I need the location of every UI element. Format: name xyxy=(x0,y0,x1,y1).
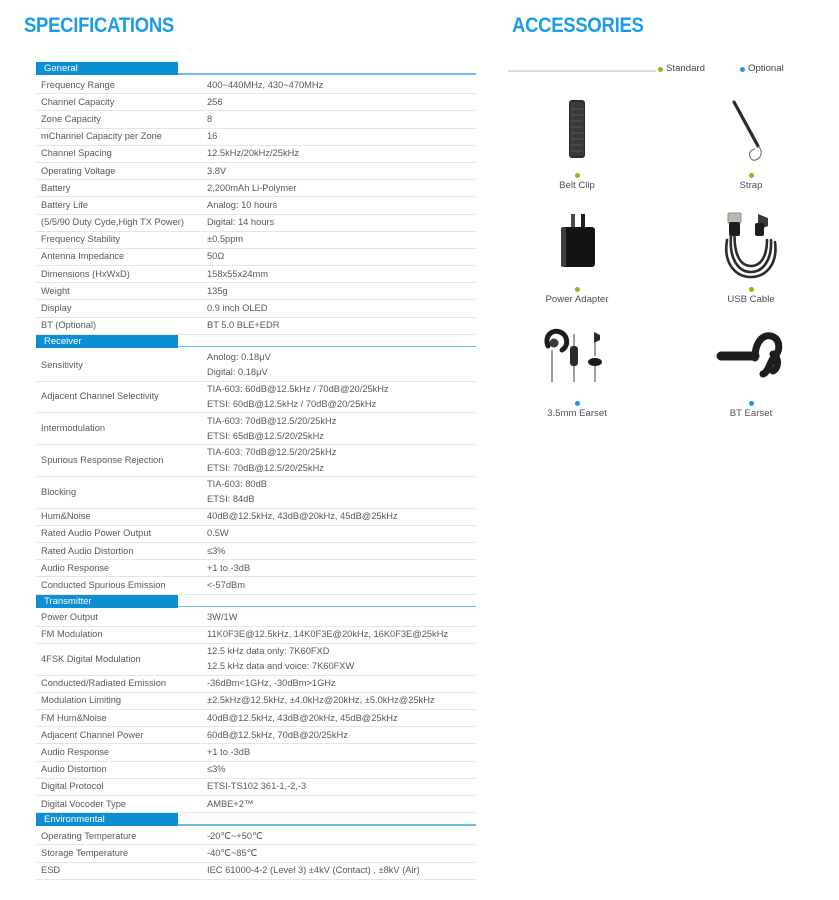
spec-row xyxy=(36,828,476,845)
spec-row-value: 50Ω xyxy=(207,251,225,262)
spec-row xyxy=(36,526,476,543)
spec-row xyxy=(36,762,476,779)
spec-row-values xyxy=(207,232,476,248)
spec-row-value: 11K0F3E@12.5kHz, 14K0F3E@20kHz, 16K0F3E@25kHz xyxy=(207,629,449,640)
spec-row-label: Hum&Noise xyxy=(41,511,91,522)
spec-row-value: AMBE+2™ xyxy=(207,798,254,809)
spec-row-value: 12.5 kHz data only: 7K60FXD xyxy=(207,646,330,657)
spec-row-value: 0.9 inch OLED xyxy=(207,303,268,314)
spec-row-value: 60dB@12.5kHz, 70dB@20/25kHz xyxy=(207,729,348,740)
spec-row xyxy=(36,863,476,880)
spec-row xyxy=(36,560,476,577)
spec-row-value: ETSI: 65dB@12.5/20/25kHz xyxy=(207,430,324,441)
spec-row-label: BT (Optional) xyxy=(41,320,97,331)
spec-row-value: 3.8V xyxy=(207,165,227,176)
spec-row xyxy=(36,710,476,727)
spec-row-values xyxy=(207,796,476,812)
accessory-image xyxy=(711,320,791,398)
spec-row-values xyxy=(207,676,476,692)
spec-row xyxy=(36,676,476,693)
spec-row-label: FM Hum&Noise xyxy=(41,712,107,723)
spec-row-label: Frequency Range xyxy=(41,79,115,90)
accessory-item xyxy=(490,206,664,306)
spec-row-value: ±2.5kHz@12.5kHz, ±4.0kHz@20kHz, ±5.0kHz@25kHz xyxy=(207,695,435,706)
accessories-title: ACCESSORIES xyxy=(512,14,644,37)
spec-row-value: -20℃~+50℃ xyxy=(207,830,263,841)
spec-row xyxy=(36,318,476,335)
spec-row xyxy=(36,796,476,813)
power-adapter-icon xyxy=(549,210,605,280)
spec-row-values xyxy=(207,526,476,542)
spec-row-value: 12.5 kHz data and voice: 7K60FXW xyxy=(207,661,355,672)
spec-row-label: ESD xyxy=(41,865,61,876)
spec-row-value: 158x55x24mm xyxy=(207,268,268,279)
spec-row xyxy=(36,111,476,128)
spec-row xyxy=(36,413,476,445)
spec-row xyxy=(36,509,476,526)
bt-earset-icon xyxy=(711,324,791,394)
earset-3-5mm-icon xyxy=(538,324,616,394)
accessory-item xyxy=(490,92,664,192)
usb-cable-icon xyxy=(711,210,791,280)
spec-row-values xyxy=(207,710,476,726)
spec-row xyxy=(36,445,476,477)
spec-row-values xyxy=(207,77,476,93)
spec-row-value: 0.5W xyxy=(207,528,229,539)
spec-row-values xyxy=(207,727,476,743)
spec-row-values xyxy=(207,845,476,861)
spec-row-label: Frequency Stability xyxy=(41,234,121,245)
accessories-row xyxy=(490,206,839,306)
spec-row-values xyxy=(207,509,476,525)
spec-row-values xyxy=(207,543,476,559)
spec-row-values xyxy=(207,180,476,196)
specifications-title: SPECIFICATIONS xyxy=(24,14,174,37)
accessory-label: USB Cable xyxy=(727,294,775,305)
accessory-item xyxy=(664,206,838,306)
spec-row-values xyxy=(207,644,476,675)
accessories-row xyxy=(490,92,839,192)
spec-row-label: Spurious Response Rejection xyxy=(41,454,164,465)
spec-row-value: ≤3% xyxy=(207,545,226,556)
spec-group-rule xyxy=(178,73,476,75)
accessory-label: BT Earset xyxy=(729,408,773,419)
spec-row-values xyxy=(207,146,476,162)
spec-row-label: Channel Spacing xyxy=(41,148,112,159)
spec-row-value: ETSI-TS102 361-1,-2,-3 xyxy=(207,781,307,792)
spec-row-value: +1 to -3dB xyxy=(207,746,251,757)
spec-row-values xyxy=(207,215,476,231)
spec-group-header xyxy=(36,335,476,350)
spec-row-value: -40℃~85℃ xyxy=(207,847,258,858)
spec-row-values xyxy=(207,111,476,127)
spec-row-value: ETSI: 84dB xyxy=(207,494,255,505)
spec-row-value: 16 xyxy=(207,131,218,142)
spec-row-values xyxy=(207,779,476,795)
spec-row xyxy=(36,94,476,111)
belt-clip-icon xyxy=(557,96,597,166)
spec-row-label: Storage Temperature xyxy=(41,847,129,858)
accessory-image xyxy=(557,92,597,170)
accessories-row xyxy=(490,320,839,420)
spec-row xyxy=(36,283,476,300)
spec-row xyxy=(36,163,476,180)
spec-row xyxy=(36,232,476,249)
spec-row-values xyxy=(207,266,476,282)
spec-row-value: Analog: 10 hours xyxy=(207,199,278,210)
spec-row-values xyxy=(207,627,476,643)
spec-row-label: Zone Capacity xyxy=(41,113,101,124)
spec-row-label: Digital Vocoder Type xyxy=(41,798,127,809)
spec-row-values xyxy=(207,560,476,576)
spec-row-value: <-57dBm xyxy=(207,579,245,590)
spec-row-label: Modulation Limiting xyxy=(41,695,122,706)
spec-row xyxy=(36,300,476,317)
spec-row-label: Channel Capacity xyxy=(41,96,115,107)
standard-dot-icon xyxy=(749,173,754,178)
spec-row-label: Conducted/Radiated Emission xyxy=(41,678,167,689)
spec-row xyxy=(36,266,476,283)
spec-row-label: Conducted Spurious Emission xyxy=(41,579,166,590)
spec-row xyxy=(36,129,476,146)
spec-row-label: Audio Response xyxy=(41,746,110,757)
accessory-item xyxy=(664,92,838,192)
spec-row-label: Digital Protocol xyxy=(41,781,104,792)
spec-group-label: General xyxy=(44,63,78,74)
spec-row-label: Intermodulation xyxy=(41,423,106,434)
spec-row-values xyxy=(207,863,476,879)
spec-row-value: 3W/1W xyxy=(207,612,238,623)
spec-row-value: Digital: 14 hours xyxy=(207,217,275,228)
spec-row-label: Display xyxy=(41,303,72,314)
spec-row-values xyxy=(207,610,476,626)
standard-dot-icon xyxy=(749,287,754,292)
spec-row-label: Operating Voltage xyxy=(41,165,116,176)
spec-row xyxy=(36,180,476,197)
accessory-label: Power Adapter xyxy=(545,294,609,305)
spec-row-value: -36dBm<1GHz, -30dBm>1GHz xyxy=(207,678,336,689)
spec-group-label: Receiver xyxy=(44,335,82,347)
spec-group-label: Environmental xyxy=(44,814,105,826)
accessories-column xyxy=(490,0,839,900)
spec-group-header xyxy=(36,595,476,610)
spec-row-label: Operating Temperature xyxy=(41,830,137,841)
specifications-table xyxy=(36,62,476,880)
spec-row-label: mChannel Capacity per Zone xyxy=(41,131,162,142)
accessory-label: 3.5mm Earset xyxy=(547,408,607,419)
spec-row xyxy=(36,350,476,382)
spec-group-rule xyxy=(178,606,476,608)
spec-row-label: Adjacent Channel Power xyxy=(41,729,144,740)
spec-row-label: Battery xyxy=(41,182,71,193)
spec-group-header xyxy=(36,62,476,77)
spec-row-value: TIA-603: 70dB@12.5/20/25kHz xyxy=(207,447,337,458)
legend-item-standard xyxy=(658,62,705,76)
spec-row-values xyxy=(207,693,476,709)
optional-dot-icon xyxy=(749,401,754,406)
spec-row-value: IEC 61000-4-2 (Level 3) ±4kV (Contact) , ±8kV (Air) xyxy=(207,865,420,876)
spec-row-values xyxy=(207,382,476,413)
spec-row-value: Anolog: 0.18μV xyxy=(207,352,271,362)
standard-dot-icon xyxy=(575,173,580,178)
spec-row-values xyxy=(207,828,476,844)
spec-row xyxy=(36,744,476,761)
spec-row-values xyxy=(207,477,476,508)
spec-group-rule xyxy=(178,824,476,826)
spec-row-label: Weight xyxy=(41,285,70,296)
spec-row-values xyxy=(207,744,476,760)
spec-row xyxy=(36,249,476,266)
spec-row xyxy=(36,543,476,560)
spec-row xyxy=(36,146,476,163)
spec-row xyxy=(36,693,476,710)
spec-row-values xyxy=(207,94,476,110)
spec-row-value: TIA-603: 70dB@12.5/20/25kHz xyxy=(207,415,337,426)
spec-row-values xyxy=(207,350,476,381)
spec-row xyxy=(36,197,476,214)
spec-row-values xyxy=(207,163,476,179)
strap-icon xyxy=(728,96,774,166)
spec-group-label: Transmitter xyxy=(44,595,92,607)
spec-row-value: 40dB@12.5kHz, 43dB@20kHz, 45dB@25kHz xyxy=(207,511,398,522)
spec-row-values xyxy=(207,762,476,778)
standard-dot-icon xyxy=(658,67,663,72)
spec-row-label: Audio Response xyxy=(41,562,110,573)
spec-row-value: 2,200mAh Li-Polymer xyxy=(207,182,297,193)
accessory-label: Strap xyxy=(739,180,763,191)
spec-row-value: 400~440MHz, 430~470MHz xyxy=(207,79,324,90)
legend-divider-line xyxy=(508,70,656,72)
spec-row-values xyxy=(207,445,476,476)
spec-row-value: 40dB@12.5kHz, 43dB@20kHz, 45dB@25kHz xyxy=(207,712,398,723)
spec-row-value: ETSI: 60dB@12.5kHz / 70dB@20/25kHz xyxy=(207,399,377,410)
spec-row-values xyxy=(207,283,476,299)
spec-row-values xyxy=(207,413,476,444)
legend-label-standard: Standard xyxy=(666,63,705,74)
spec-row xyxy=(36,382,476,414)
legend-item-optional xyxy=(740,62,784,76)
spec-row-value: Digital: 0.18μV xyxy=(207,367,268,378)
spec-row-value: ≤3% xyxy=(207,764,226,775)
spec-row-values xyxy=(207,249,476,265)
spec-row-value: 256 xyxy=(207,96,223,107)
standard-dot-icon xyxy=(575,287,580,292)
spec-row-label: Adjacent Channel Selectivity xyxy=(41,391,159,402)
spec-row-values xyxy=(207,300,476,316)
accessory-image xyxy=(549,206,605,284)
spec-row xyxy=(36,215,476,232)
spec-row-label: Sensitivity xyxy=(41,359,83,370)
spec-row-label: (5/5/90 Duty Cyde,High TX Power) xyxy=(41,217,184,228)
spec-row-value: ETSI: 70dB@12.5/20/25kHz xyxy=(207,462,324,473)
optional-dot-icon xyxy=(575,401,580,406)
spec-group-rule xyxy=(178,346,476,348)
spec-row xyxy=(36,627,476,644)
accessory-item xyxy=(664,320,838,420)
spec-row-value: 135g xyxy=(207,285,228,296)
spec-row xyxy=(36,77,476,94)
accessories-grid xyxy=(490,92,839,420)
accessory-image xyxy=(538,320,616,398)
spec-row-value: 8 xyxy=(207,113,213,124)
spec-row-value: TIA-603: 60dB@12.5kHz / 70dB@20/25kHz xyxy=(207,383,389,394)
spec-row-label: Rated Audio Distortion xyxy=(41,545,134,556)
spec-row xyxy=(36,845,476,862)
spec-row-label: Antenna Impedance xyxy=(41,251,125,262)
spec-row-values xyxy=(207,577,476,593)
spec-row-label: Power Output xyxy=(41,612,98,623)
accessory-image xyxy=(711,206,791,284)
spec-row xyxy=(36,727,476,744)
spec-row-values xyxy=(207,197,476,213)
accessories-legend xyxy=(508,62,830,78)
spec-row-label: Rated Audio Power Output xyxy=(41,528,152,539)
spec-row-label: 4FSK Digital Modulation xyxy=(41,653,141,664)
spec-row-values xyxy=(207,129,476,145)
spec-row-value: 12.5kHz/20kHz/25kHz xyxy=(207,148,299,159)
spec-row-value: TIA-603: 80dB xyxy=(207,479,267,489)
spec-row-value: +1 to -3dB xyxy=(207,562,251,573)
spec-row-label: Dimensions (HxWxD) xyxy=(41,268,130,279)
spec-row-label: Blocking xyxy=(41,486,77,497)
spec-group-header xyxy=(36,813,476,828)
spec-row-label: Audio Distortion xyxy=(41,764,107,775)
spec-row xyxy=(36,577,476,594)
accessory-image xyxy=(728,92,774,170)
optional-dot-icon xyxy=(740,67,745,72)
spec-row-value: BT 5.0 BLE+EDR xyxy=(207,320,280,331)
spec-row-label: Battery Life xyxy=(41,199,89,210)
spec-row-value: ±0.5ppm xyxy=(207,234,244,245)
legend-label-optional: Optional xyxy=(748,63,784,74)
spec-row-values xyxy=(207,318,476,334)
spec-row xyxy=(36,779,476,796)
spec-row-label: FM Modulation xyxy=(41,629,103,640)
accessory-label: Belt Clip xyxy=(559,180,595,191)
accessory-item xyxy=(490,320,664,420)
spec-row xyxy=(36,610,476,627)
spec-row xyxy=(36,644,476,676)
spec-row xyxy=(36,477,476,509)
